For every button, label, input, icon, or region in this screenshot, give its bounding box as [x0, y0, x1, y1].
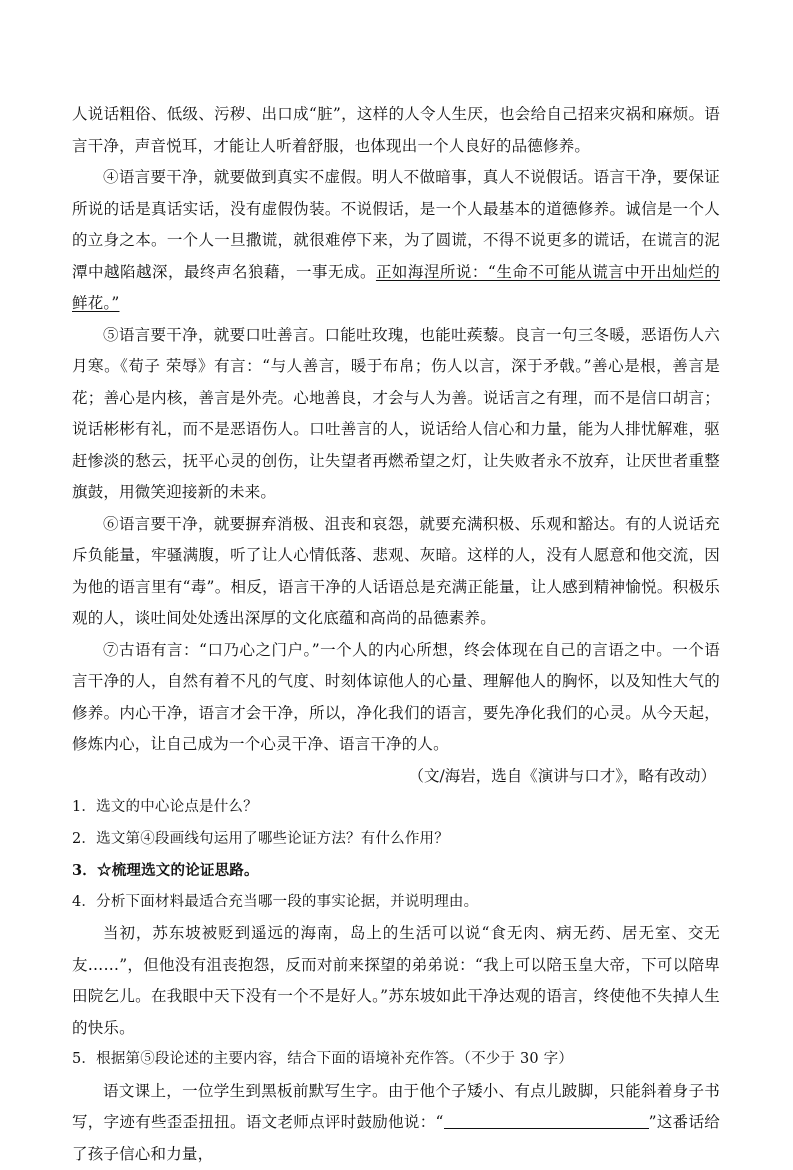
- question-5-context-before: 语文课上，一位学生到黑板前默写生字。由于他个子矮小、有点儿跛脚，只能斜着身子书写，字迹有些歪歪扭扭。语文老师点评时鼓励他说：“: [72, 1082, 720, 1132]
- question-2: 2．选文第④段画线句运用了哪些论证方法？有什么作用？: [72, 824, 720, 856]
- paragraph-intro: 人说话粗俗、低级、污秽、出口成“脏”，这样的人令人生厌，也会给自己招来灾祸和麻烦。语言干净，声音悦耳，才能让人听着舒服，也体现出一个人良好的品德修养。: [72, 99, 720, 162]
- question-3: 3．☆梳理选文的论证思路。: [72, 855, 720, 887]
- question-5: 5．根据第⑤段论述的主要内容，结合下面的语境补充作答。（不少于 30 字）: [72, 1044, 720, 1076]
- paragraph-4-underlined-quote: 正如海涅所说：“生命不可能从谎言中开出灿烂的鲜花。”: [72, 263, 720, 313]
- paragraph-7: ⑦古语有言：“口乃心之门户。”一个人的内心所想，终会体现在自己的言语之中。一个语言干净的人，自然有着不凡的气度、时刻体谅他人的心量、理解他人的胸怀，以及知性大气的修养。内心干净，语言才会干净，所以，净化我们的语言，要先净化我们的心灵。从今天起，修炼内心，让自己成为一个心灵干净、语言干净的人。: [72, 635, 720, 761]
- answer-blank[interactable]: [444, 1110, 649, 1129]
- paragraph-4: [72, 162, 720, 320]
- question-5-context: [72, 1076, 720, 1170]
- paragraph-4-text: ④语言要干净，就要做到真实不虚假。明人不做暗事，真人不说假话。语言干净，要保证所说的话是真话实话，没有虚假伪装。不说假话，是一个人最基本的道德修养。诚信是一个人的立身之本。一个人一旦撒谎，就很难停下来，为了圆谎，不得不说更多的谎话，在谎言的泥潭中越陷越深，最终声名狼藉，一事无成。: [72, 168, 720, 281]
- question-4: 4．分析下面材料最适合充当哪一段的事实论据，并说明理由。: [72, 887, 720, 919]
- question-5-context-after: ”这番话给了孩子信心和力量，: [72, 1113, 720, 1163]
- question-1: 1．选文的中心论点是什么？: [72, 792, 720, 824]
- paragraph-5: ⑤语言要干净，就要口吐善言。口能吐玫瑰，也能吐蒺藜。良言一句三冬暖，恶语伤人六月寒。《荀子 荣辱》有言：“与人善言，暖于布帛；伤人以言，深于矛戟。”善心是根，善言是花；善心是内核，善言是外壳。心地善良，才会与人为善。说话言之有理，而不是信口胡言；说话彬彬有礼，而不是恶语伤人。口吐善言的人，说话给人信心和力量，能为人排忧解难，驱赶惨淡的愁云，抚平心灵的创伤，让失望者再燃希望之灯，让失败者永不放弃，让厌世者重整旗鼓，用微笑迎接新的未来。: [72, 320, 720, 509]
- document-content: [72, 99, 720, 1170]
- paragraph-6: ⑥语言要干净，就要摒弃消极、沮丧和哀怨，就要充满积极、乐观和豁达。有的人说话充斥负能量，牢骚满腹，听了让人心情低落、悲观、灰暗。这样的人，没有人愿意和他交流，因为他的语言里有“毒”。相反，语言干净的人话语总是充满正能量，让人感到精神愉悦。积极乐观的人，谈吐间处处透出深厚的文化底蕴和高尚的品德素养。: [72, 509, 720, 635]
- source-citation: （文/海岩，选自《演讲与口才》，略有改动）: [72, 761, 720, 793]
- question-4-material: 当初，苏东坡被贬到遥远的海南，岛上的生活可以说“食无肉、病无药、居无室、交无友……”，但他没有沮丧抱怨，反而对前来探望的弟弟说：“我上可以陪玉皇大帝，下可以陪卑田院乞儿。在我眼中天下没有一个不是好人。”苏东坡如此干净达观的语言，终使他不失掉人生的快乐。: [72, 918, 720, 1044]
